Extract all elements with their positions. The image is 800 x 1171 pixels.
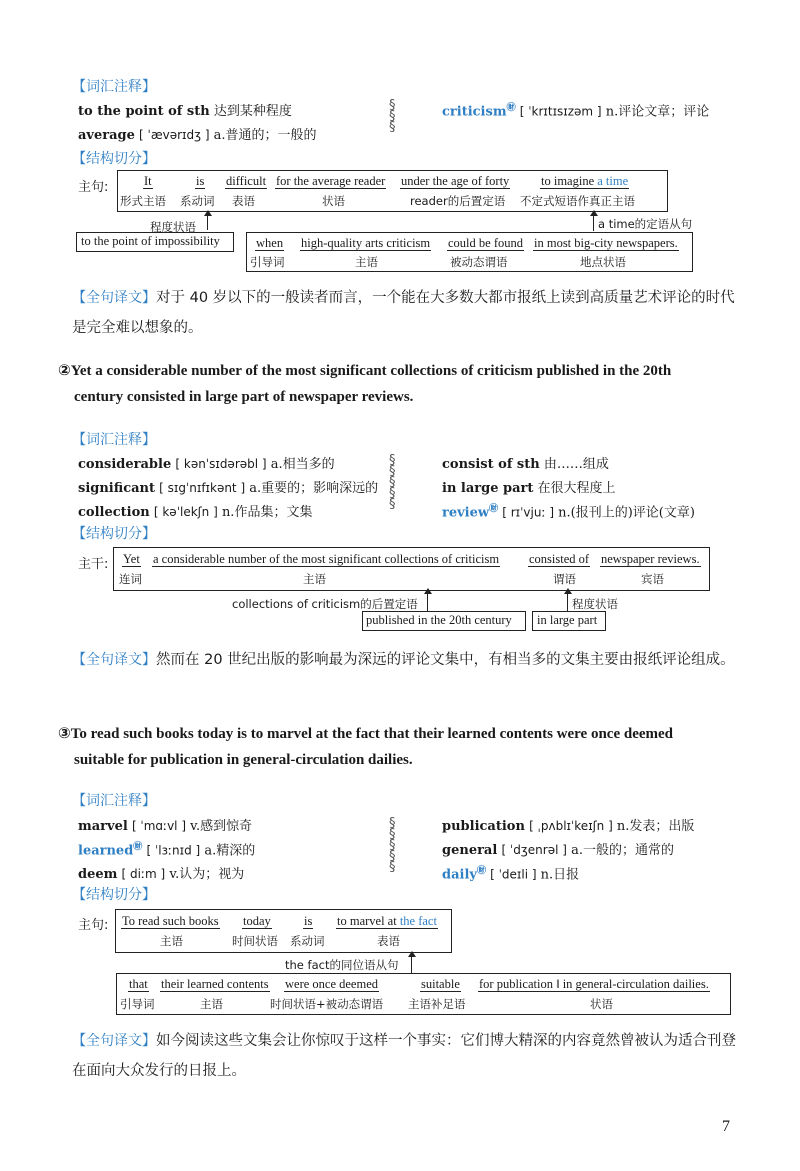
vocab-item: average [ ˈævərɪdʒ ] a.普通的；一般的 [78, 128, 317, 143]
segment-label: 谓语 [553, 572, 576, 586]
main-clause-label: 主干: [78, 557, 109, 572]
segment: that [129, 977, 148, 991]
arrow-up [424, 588, 432, 594]
translation-2: 【全句译文】然而在 20 世纪出版的影响最为深远的评论文集中，有相当多的文集主要由报纸评论组成。 [72, 652, 735, 668]
segment: for publication ‖ in general-circulation dailies. [479, 977, 709, 991]
segment: suitable [421, 977, 460, 991]
sentence-2: ②Yet a considerable number of the most significant collections of criticism published in the 20th century consisted in large part of newspaper reviews. [58, 361, 672, 405]
segment: a considerable number of the most significant collections of criticism [153, 552, 500, 566]
segment: consisted of [529, 552, 590, 566]
postmodifier-text: published in the 20th century [366, 613, 512, 627]
vocab-item: significant [ sɪgˈnɪfɪkənt ] a.重要的；影响深远的 [78, 481, 379, 496]
vocab-item: review㊖ [ rɪˈvjuː ] n.(报刊上的)评论(文章) [442, 504, 695, 521]
arrow-up [590, 210, 598, 216]
degree-label: 程度状语 [150, 220, 196, 234]
segment-label: 主语 [303, 572, 326, 586]
attributive-label: a time的定语从句 [598, 217, 693, 231]
segment-label: 状语 [322, 194, 345, 208]
arrow-up [408, 951, 416, 957]
vocab-item: consist of sth 由……组成 [442, 457, 609, 472]
segment: newspaper reviews. [601, 552, 700, 566]
vocab-item: daily㊖ [ ˈdeɪli ] n.日报 [442, 866, 580, 883]
segment: is [304, 914, 313, 928]
vocab-tag-2: 【词汇注释】 [72, 432, 156, 448]
segment: To read such books [122, 914, 219, 928]
segment-label: 主语补足语 [408, 997, 466, 1011]
degree-text: to the point of impossibility [81, 234, 220, 248]
segment-label: 状语 [590, 997, 613, 1011]
segment-label: reader的后置定语 [410, 194, 506, 208]
segment: today [243, 914, 271, 928]
segment-label: 形式主语 [120, 194, 166, 208]
connector [411, 956, 412, 974]
vocab-item: criticism㊖ [ ˈkrɪtɪsɪzəm ] n.评论文章；评论 [442, 103, 710, 120]
segment: difficult [226, 174, 267, 188]
vocab-item: collection [ kəˈlekʃn ] n.作品集；文集 [78, 505, 313, 520]
connector [427, 593, 428, 611]
segment: to marvel at the fact [337, 914, 437, 928]
segment: in most big-city newspapers. [534, 236, 678, 250]
segment: under the age of forty [401, 174, 510, 188]
segment: It [144, 174, 152, 188]
segment-label: 时间状语 [232, 934, 278, 948]
arrow-up [204, 210, 212, 216]
segment: were once deemed [285, 977, 378, 991]
segment: high-quality arts criticism [301, 236, 431, 250]
vocab-item: general [ ˈdʒenrəl ] a.一般的；通常的 [442, 843, 674, 858]
segment-label: 被动态谓语 [450, 255, 508, 269]
vocab-tag-3: 【词汇注释】 [72, 793, 156, 809]
segment-label: 表语 [232, 194, 255, 208]
segment-label: 引导词 [250, 255, 285, 269]
struct-tag-3: 【结构切分】 [72, 887, 156, 903]
appositive-label: the fact的同位语从句 [285, 958, 399, 972]
arrow-up [564, 588, 572, 594]
vocab-divider: § § § § § [389, 453, 396, 512]
main-clause-label: 主句: [78, 918, 109, 933]
vocab-item: publication [ ˌpʌblɪˈkeɪʃn ] n.发表；出版 [442, 819, 695, 834]
segment: to imagine a time [541, 174, 629, 188]
segment-label: 连词 [119, 572, 142, 586]
segment-label: 主语 [355, 255, 378, 269]
segment-label: 系动词 [180, 194, 215, 208]
degree-label: 程度状语 [572, 597, 618, 611]
segment-label: 主语 [160, 934, 183, 948]
segment: is [196, 174, 205, 188]
vocab-item: deem [ diːm ] v.认为；视为 [78, 867, 245, 882]
connector [207, 215, 208, 230]
segment: could be found [448, 236, 523, 250]
segment: Yet [123, 552, 140, 566]
segment: when [256, 236, 284, 250]
translation-1: 【全句译文】对于 40 岁以下的一般读者而言，一个能在大多数大都市报纸上读到高质量艺术评论的时代是完全难以想象的。 [72, 290, 735, 336]
segment: their learned contents [161, 977, 269, 991]
segment-label: 引导词 [120, 997, 155, 1011]
segment-label: 不定式短语作真正主语 [520, 194, 635, 208]
page-number: 7 [722, 1118, 730, 1135]
degree-text: in large part [537, 613, 598, 627]
segment-label: 地点状语 [580, 255, 626, 269]
segment-label: 表语 [377, 934, 400, 948]
connector [593, 215, 594, 231]
vocab-divider: § § § [389, 98, 396, 135]
connector [567, 593, 568, 611]
vocab-item: marvel [ ˈmɑːvl ] v.感到惊奇 [78, 819, 253, 834]
segment-label: 宾语 [641, 572, 664, 586]
vocab-item: learned㊖ [ ˈlɜːnɪd ] a.精深的 [78, 842, 256, 859]
segment-label: 时间状语+被动态谓语 [270, 997, 384, 1011]
struct-tag-2: 【结构切分】 [72, 526, 156, 542]
main-clause-label: 主句: [78, 180, 109, 195]
segment-label: 主语 [200, 997, 223, 1011]
vocab-item: to the point of sth 达到某种程度 [78, 104, 292, 119]
vocab-divider: § § § § § [389, 816, 396, 875]
translation-3: 【全句译文】如今阅读这些文集会让你惊叹于这样一个事实：它们博大精深的内容竟然曾被认为适合刊登在面向大众发行的日报上。 [72, 1033, 736, 1079]
segment: for the average reader [276, 174, 386, 188]
sentence-3: ③To read such books today is to marvel at the fact that their learned contents were once deemed suitable for publication in general-circulation dailies. [58, 724, 674, 768]
vocab-item: in large part 在很大程度上 [442, 481, 616, 496]
struct-tag-1: 【结构切分】 [72, 151, 156, 167]
vocab-tag-1: 【词汇注释】 [72, 79, 156, 95]
postmodifier-label: collections of criticism的后置定语 [232, 597, 418, 611]
segment-label: 系动词 [290, 934, 325, 948]
vocab-item: considerable [ kənˈsɪdərəbl ] a.相当多的 [78, 457, 335, 472]
